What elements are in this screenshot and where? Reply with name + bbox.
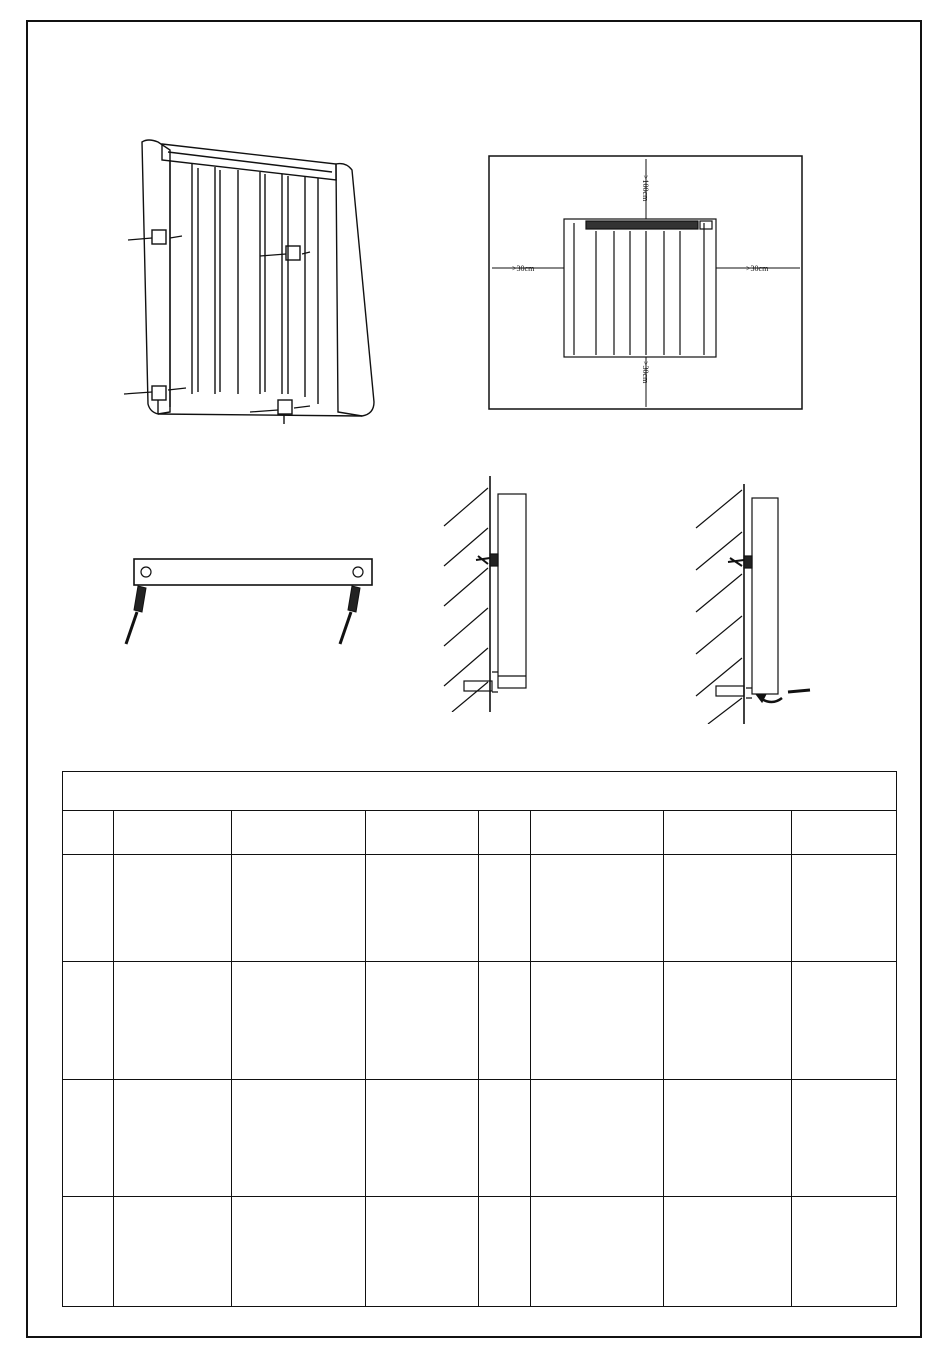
bar-hole-right — [353, 567, 363, 577]
table-cell — [664, 1197, 792, 1307]
table-cell — [63, 1197, 114, 1307]
table-header-cell — [232, 811, 366, 855]
table-header-cell — [531, 811, 664, 855]
clearance-top-label: >100cm — [641, 175, 650, 202]
table-caption-row — [63, 772, 897, 811]
table-header-cell — [479, 811, 531, 855]
table-cell — [664, 1080, 792, 1197]
table-cell — [531, 962, 664, 1080]
table-header-cell — [792, 811, 897, 855]
table-cell — [479, 855, 531, 962]
table-cell — [531, 855, 664, 962]
table-cell — [366, 962, 479, 1080]
table-caption — [63, 772, 897, 811]
side-mount-step2-drawing — [694, 484, 814, 724]
table-cell — [232, 962, 366, 1080]
table-header-cell — [63, 811, 114, 855]
table-cell — [531, 1080, 664, 1197]
table-header-cell — [114, 811, 232, 855]
mounting-bar-figure — [118, 556, 380, 648]
clearance-bottom-label: >30cm — [641, 361, 650, 384]
bar-hole-left — [141, 567, 151, 577]
clearance-diagram — [488, 155, 804, 411]
table-cell — [366, 1197, 479, 1307]
table-cell — [232, 1197, 366, 1307]
clearance-right-label: >30cm — [746, 264, 769, 273]
table-cell — [664, 962, 792, 1080]
screw-right — [340, 586, 360, 644]
table-cell — [479, 1080, 531, 1197]
table-cell — [366, 1080, 479, 1197]
mounting-bar — [134, 559, 372, 585]
table-cell — [63, 1080, 114, 1197]
clearance-diagram-figure — [488, 155, 804, 411]
side-mount-step1-drawing — [442, 476, 542, 712]
table-row — [63, 962, 897, 1080]
radiator-rear-brackets-drawing — [110, 132, 390, 432]
table-header-cell — [366, 811, 479, 855]
specification-table — [62, 771, 897, 1307]
table-cell — [792, 962, 897, 1080]
table-cell — [114, 1080, 232, 1197]
table-cell — [479, 962, 531, 1080]
table-cell — [114, 962, 232, 1080]
table-cell — [479, 1197, 531, 1307]
table-row — [63, 1080, 897, 1197]
table-cell — [792, 855, 897, 962]
table-cell — [114, 1197, 232, 1307]
table-row — [63, 1197, 897, 1307]
table-cell — [63, 855, 114, 962]
table-header-cell — [664, 811, 792, 855]
arrow-shaft — [788, 690, 810, 692]
table-cell — [664, 855, 792, 962]
table-cell — [792, 1197, 897, 1307]
table-cell — [114, 855, 232, 962]
radiator-rear-brackets-figure — [110, 132, 390, 432]
side-mount-step1-figure — [442, 476, 542, 712]
table-cell — [63, 962, 114, 1080]
table-cell — [232, 1080, 366, 1197]
table-row — [63, 855, 897, 962]
screw-left — [126, 586, 146, 644]
mounting-bar-drawing — [118, 556, 380, 648]
table-cell — [792, 1080, 897, 1197]
side-mount-step2-figure — [694, 484, 814, 724]
radiator-front — [564, 219, 716, 357]
table-header-row — [63, 811, 897, 855]
table-cell — [531, 1197, 664, 1307]
clearance-left-label: >30cm — [512, 264, 535, 273]
table-cell — [232, 855, 366, 962]
table-cell — [366, 855, 479, 962]
